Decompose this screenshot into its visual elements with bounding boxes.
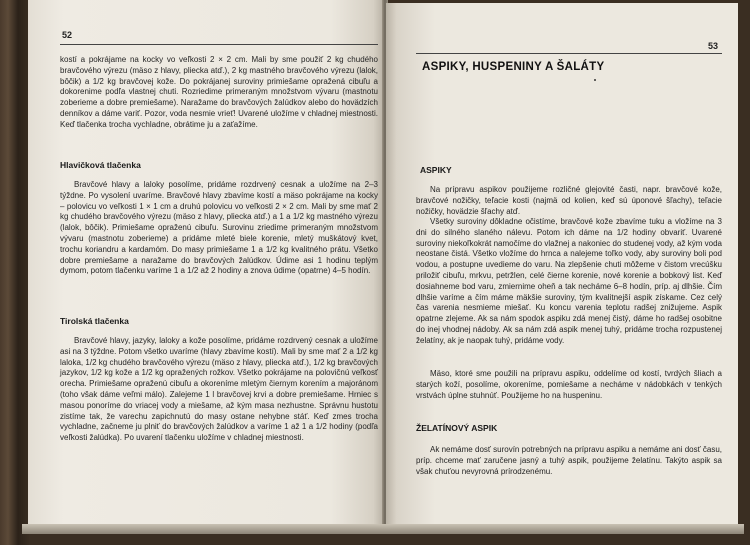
page-number-right: 53 bbox=[708, 41, 719, 51]
header-rule-right bbox=[416, 53, 722, 54]
section-heading-aspiky: ASPIKY bbox=[420, 165, 452, 175]
tirolska-paragraph: Bravčové hlavy, jazyky, laloky a kože posolíme, pridáme rozdrvený cesnak a uložíme asi na 3 týždne. Potom všetko uvaríme (hlavy zbavíme kostí). Mali by sme mať 2 a 1/2 kg laloka, 1/2 kg chudého bravčového výrezu (mäso z hlavy, pliecka atď.), 1/2 kg bravčových jazykov, 1/2 kg kože a 1/2 kg opražených rožkov. Všetko pokrájame na polovičnú veľkosť orecha. Primiešame opraženú cibuľu a okoreníme mletým čiernym korením a majoránom (toho však dáme veľmi málo). Zalejeme 1 l bravčovej krvi a dobre premiešame. Hrniec s masou ponoríme do vriacej vody a miešame, až kým masa nezhustne. Správnu hustotu zistíme tak, že varechu zapichnutú do masy ostane nehybne stáť. Keď zmes trocha vychladne, začneme ju plniť do bravčových žalúdkov a varíme 1 až 1 a 1/2 hodiny (podľa veľkosti žalúdka). Po uvarení tlačenku uložíme v chladnej miestnosti. bbox=[60, 336, 378, 443]
aspiky-paragraph-2: Všetky suroviny dôkladne očistíme, bravčové kože zbavíme tuku a vložíme na 3 dni do silného slaného nálevu. Potom ich dáme na 1/2 hodiny obvariť. Uvarené suroviny niekoľkokrát namočíme do vlažnej a nakoniec do studenej vody, až kým voda neostane čistá. Všetko vložíme do hrnca a nalejeme toľko vody, aby suroviny boli pod vodou, a postupne uvedieme do varu. Na zlepšenie chuti môžeme v čistom vrecúšku priložiť cibuľu, mrkvu, petržlen, celé čierne korenie, nové korenie a bobkový list. Keď dosiahneme bod varu, zmiernime oheň a tak necháme 6–8 hodín, príp. aj dlhšie. Čím dlhšie varíme a čím máme mäkšie suroviny, tým kvalitnejší aspik získame. Cez celý čas varenia nesmieme miešať. Ku koncu varenia teplotu radšej znižujeme. Aspik opatrne zlejeme. Ak sa nám spodok aspiku zdá menej čistý, dáme ho radšej osobitne do inej vhodnej nádoby. Ak sa nám zdá aspik menej tuhý, pridáme trocha rozpustenej želatíny, ak je naopak tuhý, pridáme vody. bbox=[416, 217, 722, 345]
section-heading-hlavickova: Hlavičková tlačenka bbox=[60, 160, 141, 170]
zelatinovy-paragraph: Ak nemáme dosť surovín potrebných na prípravu aspiku a nemáme ani dosť času, príp. chceme mať zaručene jasný a tuhý aspik, použijeme želatínu. Takýto aspik sa však chuťou nevyrovná prírodzenému. bbox=[416, 445, 722, 476]
section-heading-tirolska: Tirolská tlačenka bbox=[60, 316, 129, 326]
decorative-dot bbox=[594, 79, 596, 81]
book-bottom-edge bbox=[22, 524, 744, 534]
right-page bbox=[386, 3, 738, 531]
intro-paragraph: kostí a pokrájame na kocky vo veľkosti 2 × 2 cm. Mali by sme použiť 2 kg chudého bravčového výrezu (mäso z hlavy, pliecka atď.), 2 kg mastného bravčového výrezu (lalok, bôčik) a 1/2 kg bravčovej kože. Do pokrájanej suroviny primiešame opražená cibuľu a dokorenime podľa vlastnej chuti. Rozriedime primeraným množstvom vývaru (mastnotu zoberieme a dobre premiešame). Naražame do bravčových žalúdkov alebo do hovädzích denníkov a dáme variť. Pozor, voda nesmie vrieť! Uvarené uložíme v chladnej miestnosti. Keď tlačenka trocha vychladne, obrátime ju a zaťažíme. bbox=[60, 55, 378, 129]
hlavickova-paragraph: Bravčové hlavy a laloky posolíme, pridáme rozdrvený cesnak a uložíme na 2–3 týždne. Po vysolení uvaríme. Bravčové hlavy zbavíme kostí a mäso pokrájame na kocky – polovicu vo veľkosti 1 × 1 cm a druhú polovicu vo veľkosti 2 × 2 cm. Mali by sme mať 2 kg chudého bravčového výrezu (mäso z hlavy, pliecka atď.) a 1 a 1/2 kg mastného výrezu (lalok, bôčik). Primiešame opraženú cibuľu. Surovinu zriedime primeraným množstvom vývaru (mastnotu zoberieme) a pridáme mleté biele korenie, mletý muškátový kvet, trochu koriandru a kardamóm. Do masy primiešame 1 a 1/2 kg kvalitného prátu. Všetko dobre premiešame a naražame do bravčových žalúdkov. Údime asi 1 hodinu teplým dymom, potom tlačenku varíme 1 a 1/2 až 2 hodiny a znova údime (opatrne) 4–5 hodín. bbox=[60, 180, 378, 276]
aspiky-paragraph-1: Na prípravu aspikov použijeme rozličné glejovité časti, napr. bravčové kože, bravčové nožičky, teľacie kosti (najmä od kolien, keď sú úponové šľachy), teľacie nožičky, hovädzie šľachy atď. bbox=[416, 185, 722, 216]
header-rule-left bbox=[60, 44, 378, 45]
section-heading-zelatinovy: ŽELATÍNOVÝ ASPIK bbox=[416, 423, 498, 433]
page-number-left: 52 bbox=[62, 30, 73, 40]
aspiky-paragraph-3: Mäso, ktoré sme použili na prípravu aspiku, oddelíme od kostí, tvrdých šliach a starých koží, posolíme, okoreníme, pomiešame a necháme v nádobkách v tenkých vrstvách úplne stuhnúť. Použijeme ho na huspeninu. bbox=[416, 369, 722, 400]
left-page bbox=[28, 0, 384, 530]
chapter-title: ASPIKY, HUSPENINY A ŠALÁTY bbox=[422, 61, 605, 73]
